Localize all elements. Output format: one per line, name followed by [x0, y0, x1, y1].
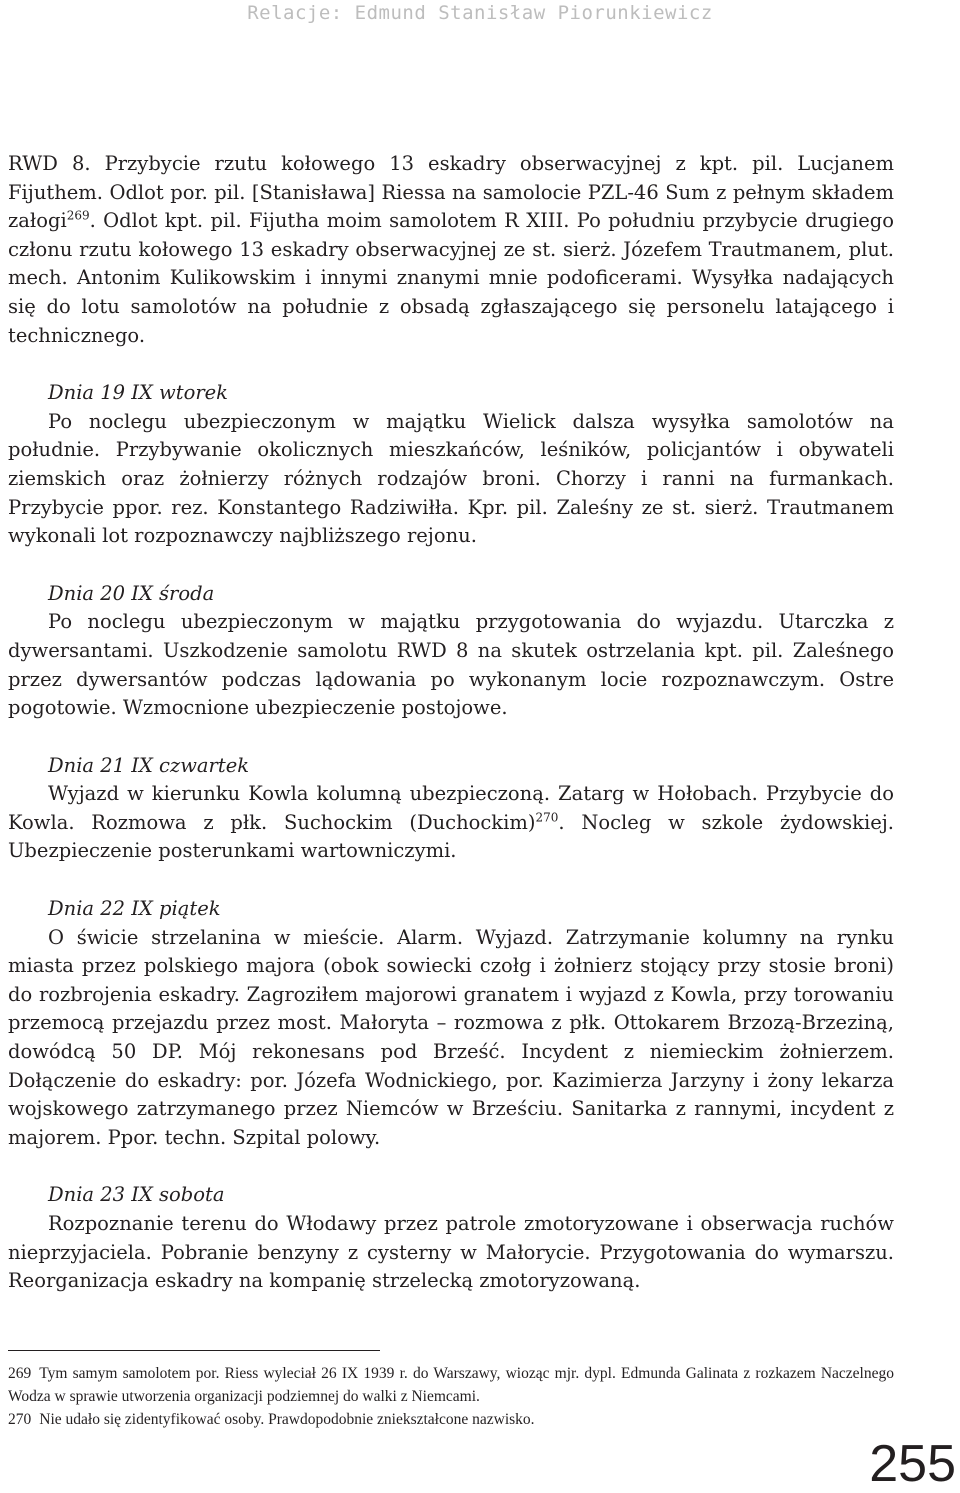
- entry-heading: Dnia 19 IX wtorek: [48, 381, 228, 405]
- page-number: 255: [869, 1435, 956, 1493]
- entry-text: Po noclegu ubezpieczonym w majątku przygotowania do wyjazdu. Utarczka z dywersantami. Uszkodzenie samolotu RWD 8 na skutek ostrzelania kpt. pil. Zaleśnego przez dywersantów podczas lądowania po wykonanym locie rozpoznawczym. Ostre pogotowie. Wzmocnione ubezpieczenie postojowe.: [8, 610, 894, 720]
- entry-19: [8, 379, 894, 551]
- entry-text-part: . Nocleg w szkole żydowskiej. Ubezpieczenie posterunkami wartowniczymi.: [8, 810, 894, 863]
- entry-heading: Dnia 23 IX sobota: [48, 1183, 225, 1207]
- footnote-text: Tym samym samolotem por. Riess wyleciał 26 IX 1939 r. do Warszawy, wioząc mjr. dypl. Edmunda Galinata z rozkazem Naczelnego Wodza w sprawie utworzenia organizacji podziemnej do walki z Niemcami.: [8, 1365, 894, 1405]
- entry-heading: Dnia 22 IX piątek: [48, 897, 221, 921]
- entry-heading: Dnia 21 IX czwartek: [48, 753, 250, 777]
- footnote-text: Nie udało się zidentyfikować osoby. Prawdopodobnie zniekształcone nazwisko.: [39, 1411, 535, 1428]
- main-text: [8, 150, 894, 1296]
- entry-text: [8, 780, 894, 866]
- footnote-ref-270[interactable]: 270: [535, 810, 559, 825]
- entry-23: [8, 1181, 894, 1295]
- opening-text-cont: . Odlot kpt. pil. Fijutha moim samolotem R XIII. Po południu przybycie drugiego członu rzutu kołowego 13 eskadry obserwacyjnej ze st. sierż. Józefem Trautmanem, plut. mech. Antonim Kulikowskim i innymi znanymi mnie podoficerami. Wysyłka nadających się do lotu samolotów na południe z obsadą zgłaszającego się personelu latającego i technicznego.: [8, 209, 894, 347]
- running-head: Relacje: Edmund Stanisław Piorunkiewicz: [247, 2, 713, 24]
- entry-heading: Dnia 20 IX środa: [48, 581, 215, 605]
- footnote-269: [8, 1362, 894, 1408]
- entry-21: [8, 752, 894, 866]
- footnote-number: 269: [8, 1365, 32, 1382]
- opening-paragraph: [8, 150, 894, 350]
- entry-text-part: Wyjazd w kierunku Kowla kolumną ubezpieczoną. Zatarg w Hołobach. Przybycie do Kowla. Rozmowa z płk. Suchockim (Duchockim): [8, 782, 894, 834]
- footnotes: [8, 1362, 894, 1431]
- footnote-divider: [8, 1350, 380, 1351]
- footnote-ref-269[interactable]: 269: [66, 208, 90, 223]
- entry-text: O świcie strzelanina w mieście. Alarm. Wyjazd. Zatrzymanie kolumny na rynku miasta przez polskiego majora (obok sowiecki czołg i żołnierz stojący przy stosie broni) do rozbrojenia eskadry. Zagroziłem majorowi granatem i wyjazd z Kowla, przy torowaniu przemocą przejazdu przez most. Małoryta – rozmowa z płk. Ottokarem Brzozą-Brzeziną, dowódcą 50 DP. Mój rekonesans pod Brześć. Incydent z niemieckim żołnierzem. Dołączenie do eskadry: por. Józefa Wodnickiego, por. Kazimierza Jarzyny i żony lekarza wojskowego zatrzymanego przez Niemców w Brześciu. Sanitarka z rannymi, incydent z majorem. Ppor. techn. Szpital polowy.: [8, 925, 894, 1149]
- opening-text: RWD 8. Przybycie rzutu kołowego 13 eskadry obserwacyjnej z kpt. pil. Lucjanem Fijuthem. Odlot por. pil. [Stanisława] Riessa na samolocie PZL-46 Sum z pełnym składem załogi: [8, 152, 894, 233]
- entry-20: [8, 580, 894, 723]
- footnote-number: 270: [8, 1411, 32, 1428]
- entry-text: Po noclegu ubezpieczonym w majątku Wielick dalsza wysyłka samolotów na południe. Przybywanie okolicznych mieszkańców, leśników, policjantów i obywateli ziemskich oraz żołnierzy różnych rodzajów broni. Chorzy i ranni na furmankach. Przybycie ppor. rez. Konstantego Radziwiłła. Kpr. pil. Zaleśny ze st. sierż. Trautmanem wykonali lot rozpoznawczy najbliższego rejonu.: [8, 409, 894, 548]
- footnote-270: [8, 1408, 894, 1431]
- entry-text: Rozpoznanie terenu do Włodawy przez patrole zmotoryzowane i obserwacja ruchów nieprzyjaciela. Pobranie benzyny z cysterny w Małorycie. Przygotowania do wymarszu. Reorganizacja eskadry na kompanię strzelecką zmotoryzowaną.: [8, 1212, 894, 1293]
- entry-22: [8, 895, 894, 1152]
